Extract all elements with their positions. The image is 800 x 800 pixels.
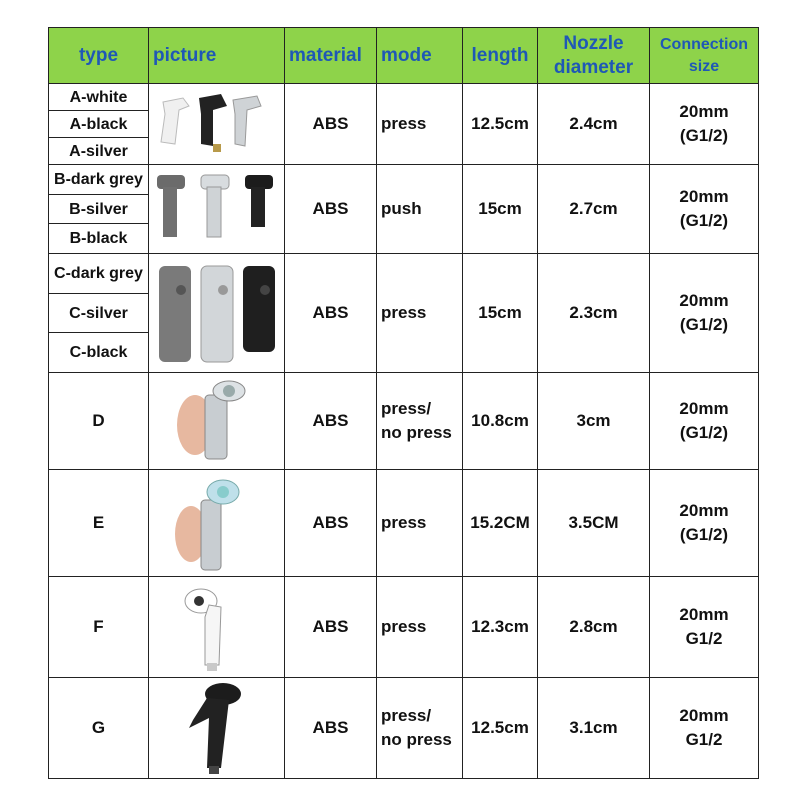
sprayer-photo-b (149, 165, 285, 253)
nozzle-cell: 2.7cm (538, 165, 650, 254)
type-cell (49, 254, 149, 373)
length-cell: 10.8cm (463, 373, 538, 470)
length-cell: 15cm (463, 165, 538, 254)
picture-cell (149, 84, 285, 165)
table-row (49, 577, 759, 678)
material-cell: ABS (285, 254, 377, 373)
connection-cell: 20mm G1/2 (650, 577, 759, 678)
material-cell: ABS (285, 84, 377, 165)
sprayer-photo-g (149, 678, 285, 778)
sprayer-photo-c (149, 254, 285, 372)
header-nozzle: Nozzle diameter (538, 28, 650, 84)
table-row (49, 165, 759, 254)
material-cell: ABS (285, 678, 377, 779)
type-label: B-dark grey (49, 165, 148, 195)
type-cell (49, 165, 149, 254)
table-row (49, 254, 759, 373)
picture-cell (149, 254, 285, 373)
type-label: C-silver (49, 294, 148, 334)
connection-cell: 20mm G1/2 (650, 678, 759, 779)
type-label: C-black (69, 344, 128, 362)
connection-cell: 20mm (G1/2) (650, 254, 759, 373)
nozzle-cell: 2.8cm (538, 577, 650, 678)
material-cell: ABS (285, 577, 377, 678)
length-cell: 15cm (463, 254, 538, 373)
header-picture: picture (149, 28, 285, 84)
table-row (49, 373, 759, 470)
mode-cell: press (377, 577, 463, 678)
mode-cell: press (377, 470, 463, 577)
nozzle-cell: 2.4cm (538, 84, 650, 165)
picture-cell (149, 470, 285, 577)
type-cell: G (49, 678, 149, 779)
type-label: A-black (49, 111, 148, 138)
sprayer-photo-f (149, 577, 285, 677)
picture-cell (149, 678, 285, 779)
connection-cell: 20mm (G1/2) (650, 470, 759, 577)
header-type: type (49, 28, 149, 84)
sprayer-photo-d (149, 373, 285, 469)
type-cell: E (49, 470, 149, 577)
sprayer-photo-a (149, 84, 285, 164)
material-cell: ABS (285, 165, 377, 254)
type-label: C-dark grey (49, 254, 148, 294)
type-label: B-black (69, 230, 128, 248)
mode-cell: press (377, 84, 463, 165)
header-length: length (463, 28, 538, 84)
connection-cell: 20mm (G1/2) (650, 165, 759, 254)
picture-cell (149, 577, 285, 678)
picture-cell (149, 373, 285, 470)
mode-cell: press (377, 254, 463, 373)
table-row (49, 470, 759, 577)
length-cell: 12.5cm (463, 678, 538, 779)
sprayer-photo-e (149, 470, 285, 576)
type-cell: F (49, 577, 149, 678)
type-label: A-white (49, 84, 148, 111)
length-cell: 12.5cm (463, 84, 538, 165)
table-row (49, 678, 759, 779)
nozzle-cell: 3cm (538, 373, 650, 470)
material-cell: ABS (285, 373, 377, 470)
spec-table (48, 27, 759, 779)
mode-cell: push (377, 165, 463, 254)
length-cell: 15.2CM (463, 470, 538, 577)
header-row (49, 28, 759, 84)
type-cell: D (49, 373, 149, 470)
connection-cell: 20mm (G1/2) (650, 84, 759, 165)
table-row (49, 84, 759, 165)
header-connection: Connection size (650, 28, 759, 84)
type-cell (49, 84, 149, 165)
mode-cell: press/ no press (377, 678, 463, 779)
nozzle-cell: 2.3cm (538, 254, 650, 373)
type-label: B-silver (49, 195, 148, 225)
length-cell: 12.3cm (463, 577, 538, 678)
material-cell: ABS (285, 470, 377, 577)
nozzle-cell: 3.5CM (538, 470, 650, 577)
nozzle-cell: 3.1cm (538, 678, 650, 779)
connection-cell: 20mm (G1/2) (650, 373, 759, 470)
mode-cell: press/ no press (377, 373, 463, 470)
picture-cell (149, 165, 285, 254)
type-label: A-silver (69, 142, 128, 160)
header-mode: mode (377, 28, 463, 84)
header-material: material (285, 28, 377, 84)
